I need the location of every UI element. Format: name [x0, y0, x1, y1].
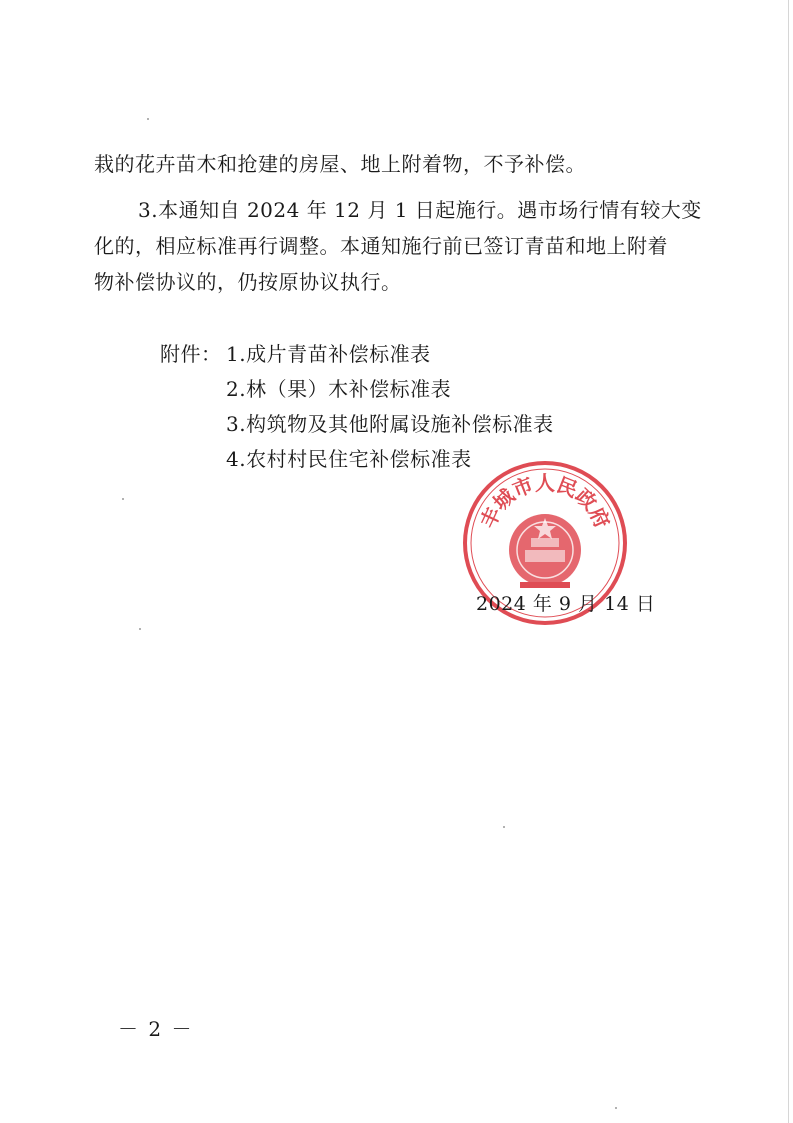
attachment-item-4: 4.农村村民住宅补偿标准表 [226, 447, 472, 471]
scan-speck [139, 628, 141, 630]
seal-character: 府 [584, 503, 615, 532]
signature-date: 2024 年 9 月 14 日 [476, 593, 656, 615]
paragraph-1-line-1: 栽的花卉苗木和抢建的房屋、地上附着物，不予补偿。 [94, 152, 586, 176]
seal-character: 丰 [475, 503, 506, 532]
paragraph-2-line-3: 物补偿协议的，仍按原协议执行。 [94, 270, 402, 294]
seal-character: 民 [553, 472, 581, 503]
paragraph-2-line-2: 化的，相应标准再行调整。本通知施行前已签订青苗和地上附着 [94, 234, 668, 258]
attachment-item-3: 3.构筑物及其他附属设施补偿标准表 [226, 412, 554, 436]
scan-edge [788, 0, 789, 1123]
scan-speck [122, 498, 124, 500]
seal-character: 市 [509, 472, 537, 503]
seal-character: 人 [535, 471, 555, 495]
attachments-label: 附件： [160, 342, 222, 366]
attachment-item-1: 1.成片青苗补偿标准表 [226, 342, 431, 366]
emblem-icon [509, 514, 581, 588]
page-number: － 2 － [118, 1017, 194, 1041]
scan-speck [615, 1107, 617, 1109]
seal-character: 城 [488, 483, 520, 515]
paragraph-2-line-1: 3.本通知自 2024 年 12 月 1 日起施行。遇市场行情有较大变 [138, 198, 702, 222]
attachment-item-2: 2.林（果）木补偿标准表 [226, 377, 452, 401]
scan-speck [147, 118, 149, 120]
seal-character: 政 [570, 483, 602, 515]
scan-speck [503, 826, 505, 828]
